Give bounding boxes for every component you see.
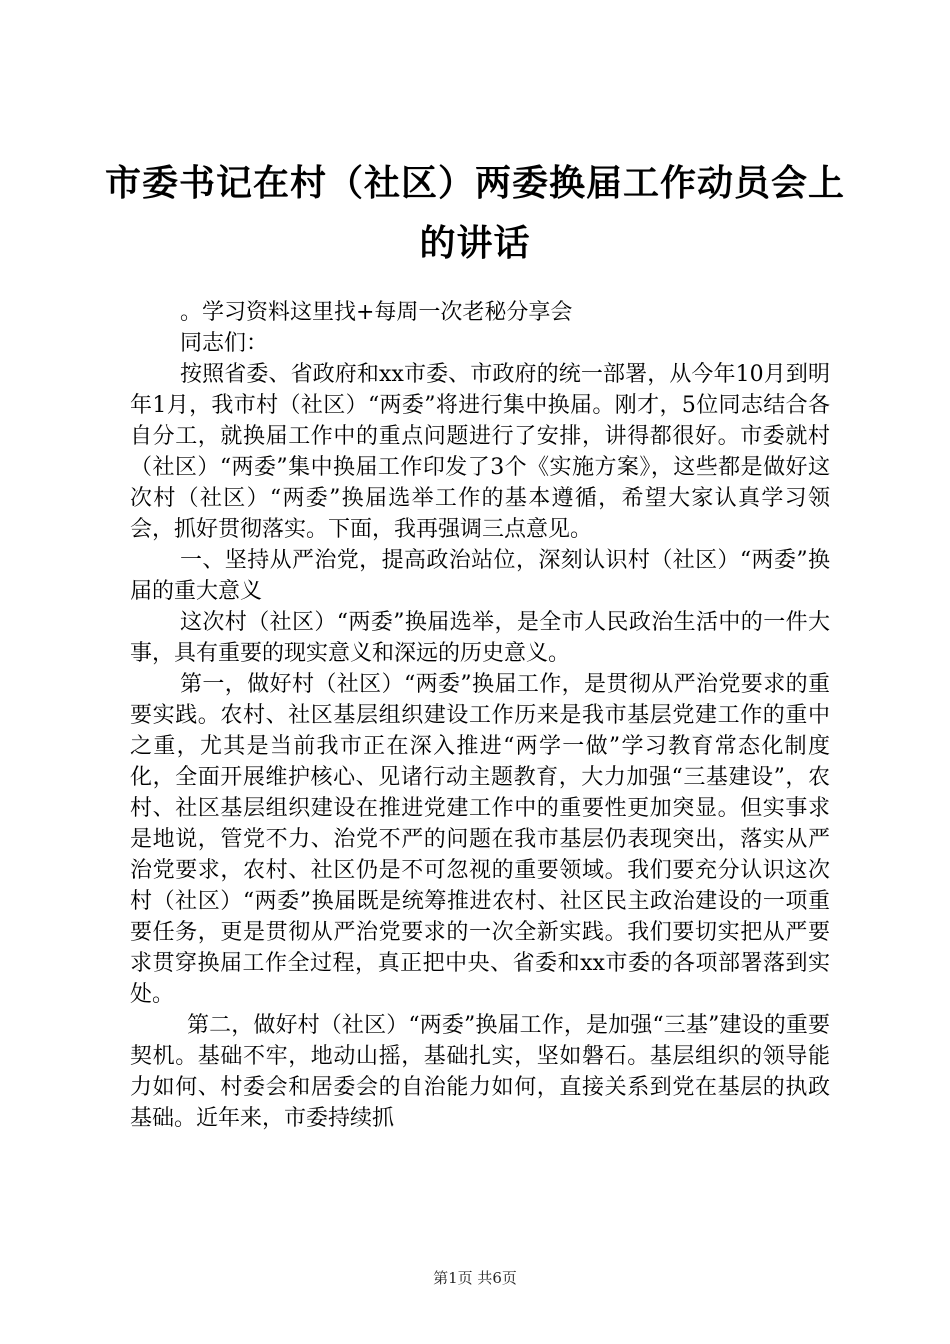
- document-title-line-1: 市委书记在村（社区）两委换届工作动员会上: [104, 162, 845, 204]
- paragraph-salutation: 同志们：: [180, 331, 269, 356]
- paragraph-first-point: 第一，做好村（社区）“两委”换届工作，是贯彻从严治党要求的重要实践。农村、社区基层组织建设工作历来是我市基层党建工作的重中之重，尤其是当前我市正在深入推进“两学一做”学习教育常态化制度化，全面开展维护核心、见诸行动主题教育，大力加强“三基建设”，农村、社区基层组织建设在推进党建工作中的重要性更加突显。但实事求是地说，管党不力、治党不严的问题在我市基层仍表现突出，落实从严治党要求，农村、社区仍是不可忽视的重要领域。我们要充分认识这次村（社区）“两委”换届既是统筹推进农村、社区民主政治建设的一项重要任务，更是贯彻从严治党要求的一次全新实践。我们要切实把从严要求贯穿换届工作全过程，真正把中央、省委和xx市委的各项部署落到实处。: [130, 672, 830, 1007]
- paragraph-second-point: 第二，做好村（社区）“两委”换届工作，是加强“三基”建设的重要契机。基础不牢，地动山摇，基础扎实，坚如磐石。基层组织的领导能力如何、村委会和居委会的自治能力如何，直接关系到党在基层的执政基础。近年来，市委持续抓: [130, 1013, 830, 1131]
- document-body: [130, 297, 830, 1134]
- document-title-line-2: 的讲话: [419, 222, 531, 264]
- paragraph-significance: 这次村（社区）“两委”换届选举，是全市人民政治生活中的一件大事，具有重要的现实意义和深远的历史意义。: [130, 610, 830, 666]
- paragraph-intro: 按照省委、省政府和xx市委、市政府的统一部署，从今年10月到明年1月，我市村（社区）“两委”将进行集中换届。刚才，5位同志结合各自分工，就换届工作中的重点问题进行了安排，讲得都很好。市委就村（社区）“两委”集中换届工作印发了3个《实施方案》，这些都是做好这次村（社区）“两委”换届选举工作的基本遵循，希望大家认真学习领会，抓好贯彻落实。下面，我再强调三点意见。: [130, 362, 830, 542]
- section-heading-1: 一、坚持从严治党，提高政治站位，深刻认识村（社区）“两委”换届的重大意义: [130, 548, 830, 604]
- paragraph-promo: 。学习资料这里找+每周一次老秘分享会: [180, 300, 573, 325]
- page-number-footer: 第1页 共6页: [433, 1269, 517, 1287]
